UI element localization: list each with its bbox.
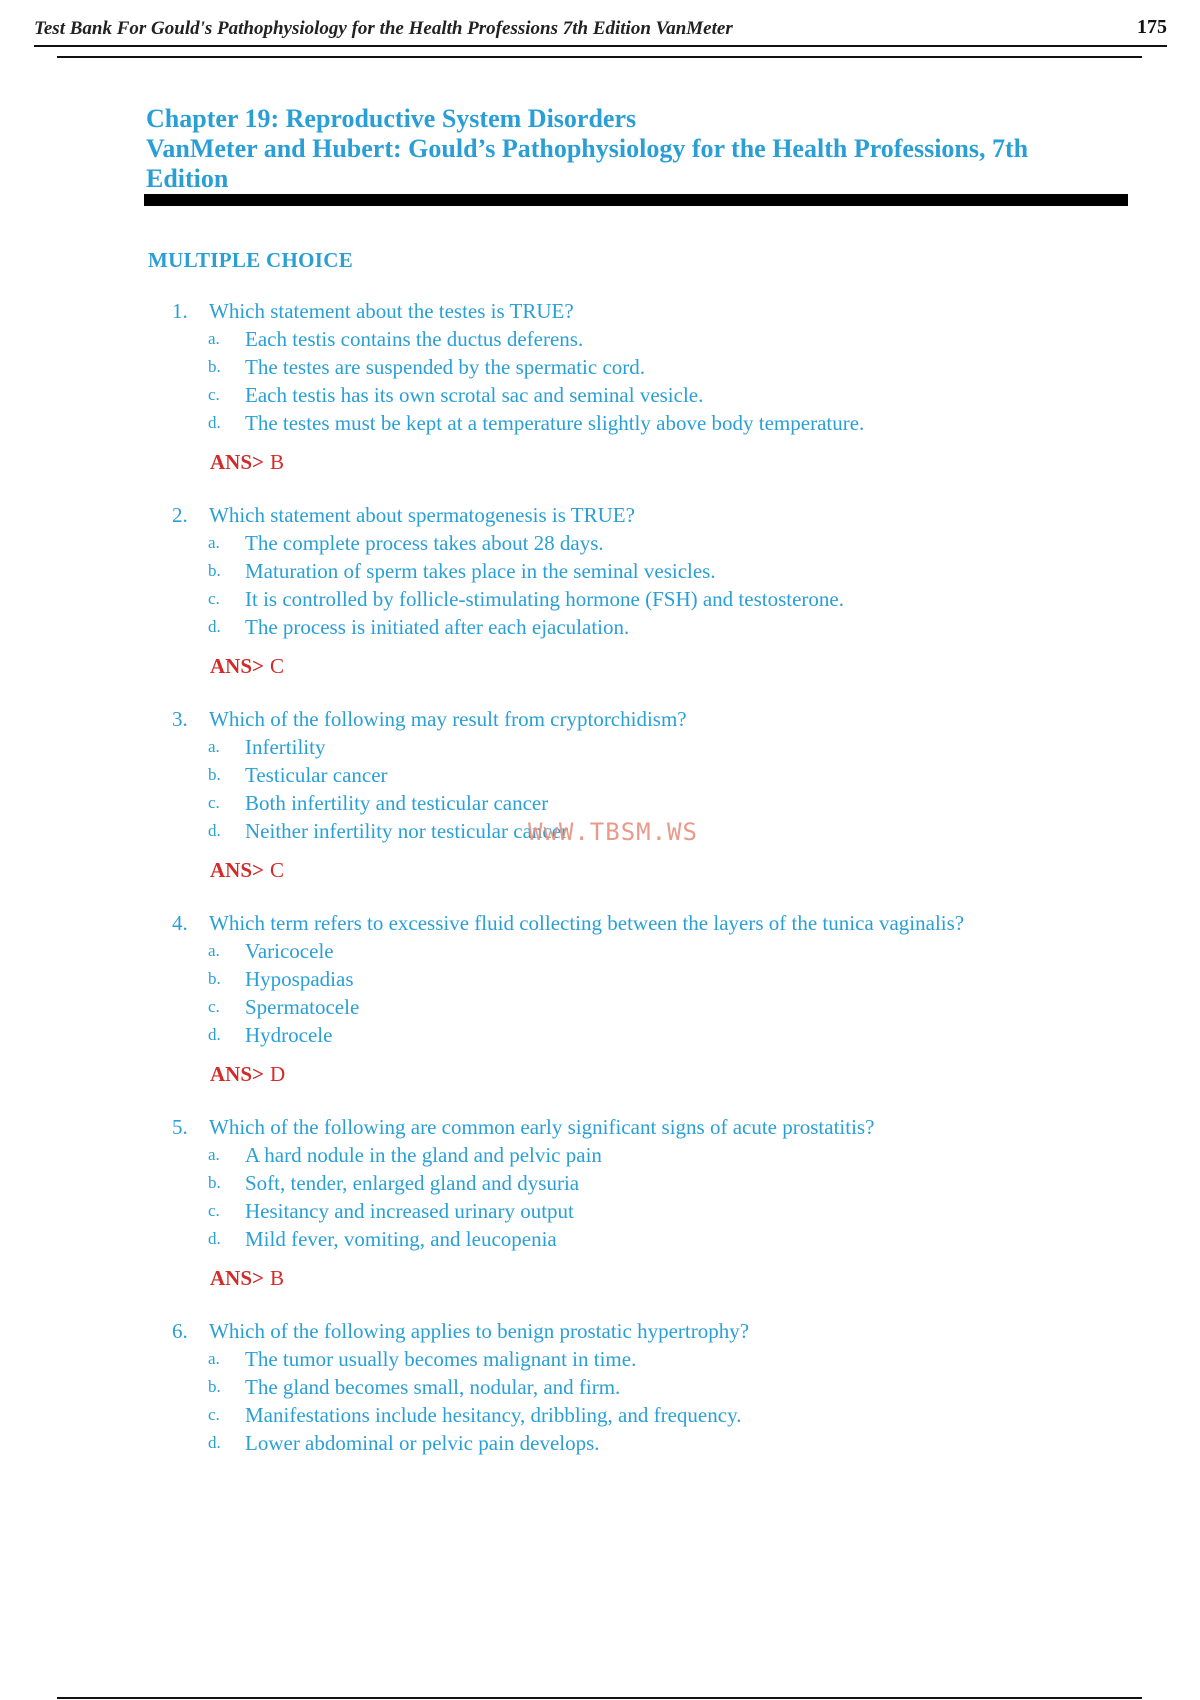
answer-choice — [172, 409, 1072, 437]
question-5 — [172, 1113, 1072, 1291]
choice-letter: c. — [208, 589, 220, 608]
book-title-edition: Edition — [146, 164, 229, 193]
question-stem — [172, 501, 1072, 529]
answer-value: C — [269, 858, 284, 882]
question-text: Which statement about spermatogenesis is TRUE? — [209, 503, 635, 527]
question-number: 4. — [172, 911, 188, 935]
choice-letter: c. — [208, 1405, 220, 1424]
choice-text: Mild fever, vomiting, and leucopenia — [245, 1227, 557, 1251]
question-stem — [172, 297, 1072, 325]
choice-letter: a. — [208, 1349, 220, 1368]
choice-letter: b. — [208, 357, 221, 376]
question-list — [172, 297, 1072, 1457]
answer-choice — [172, 1429, 1072, 1457]
choice-letter: d. — [208, 413, 221, 432]
answer-choice — [172, 761, 1072, 789]
book-title-line: VanMeter and Hubert: Gould’s Pathophysiology for the Health Professions, 7th — [146, 134, 1029, 163]
choice-text: Manifestations include hesitancy, dribbling, and frequency. — [245, 1403, 742, 1427]
question-6 — [172, 1317, 1072, 1457]
question-2 — [172, 501, 1072, 679]
answer-value: B — [269, 450, 284, 474]
answer-choice — [172, 1373, 1072, 1401]
answer-label: ANS> — [210, 1266, 264, 1290]
choice-letter: c. — [208, 793, 220, 812]
choice-text: It is controlled by follicle-stimulating hormone (FSH) and testosterone. — [245, 587, 844, 611]
running-header — [34, 14, 1167, 44]
chapter-title-block — [146, 104, 1126, 194]
answer-choice — [172, 1225, 1072, 1253]
answer-choice — [172, 1345, 1072, 1373]
question-spacer — [172, 883, 1072, 909]
question-number: 5. — [172, 1115, 188, 1139]
choice-text: Neither infertility nor testicular cancer — [245, 819, 569, 843]
choice-letter: a. — [208, 329, 220, 348]
answer-key — [172, 1061, 1072, 1087]
answer-choice — [172, 733, 1072, 761]
question-text: Which of the following are common early significant signs of acute prostatitis? — [209, 1115, 875, 1139]
question-stem — [172, 1317, 1072, 1345]
answer-value: D — [269, 1062, 286, 1086]
section-heading: MULTIPLE CHOICE — [148, 248, 354, 272]
answer-choice — [172, 993, 1072, 1021]
answer-label: ANS> — [210, 858, 264, 882]
choice-letter: b. — [208, 765, 221, 784]
choice-text: The complete process takes about 28 days. — [245, 531, 604, 555]
question-4 — [172, 909, 1072, 1087]
question-1 — [172, 297, 1072, 475]
question-spacer — [172, 679, 1072, 705]
question-text: Which term refers to excessive fluid collecting between the layers of the tunica vaginalis? — [209, 911, 965, 935]
choice-text: The tumor usually becomes malignant in time. — [245, 1347, 637, 1371]
question-spacer — [172, 1291, 1072, 1317]
question-number: 2. — [172, 503, 188, 527]
choice-letter: b. — [208, 1377, 221, 1396]
choice-text: Both infertility and testicular cancer — [245, 791, 549, 815]
choice-text: The process is initiated after each ejaculation. — [245, 615, 630, 639]
question-number: 6. — [172, 1319, 188, 1343]
footer-rule — [57, 1697, 1142, 1699]
answer-choice — [172, 325, 1072, 353]
choice-letter: c. — [208, 997, 220, 1016]
choice-text: Maturation of sperm takes place in the seminal vesicles. — [245, 559, 716, 583]
choice-text: Hydrocele — [245, 1023, 333, 1047]
answer-key — [172, 449, 1072, 475]
question-spacer — [172, 1087, 1072, 1113]
choice-letter: a. — [208, 941, 220, 960]
question-text: Which statement about the testes is TRUE? — [209, 299, 574, 323]
answer-choice — [172, 1021, 1072, 1049]
choice-text: Hypospadias — [245, 967, 354, 991]
choice-text: Testicular cancer — [245, 763, 388, 787]
answer-label: ANS> — [210, 1062, 264, 1086]
choice-text: Infertility — [245, 735, 326, 759]
answer-choice — [172, 585, 1072, 613]
choice-letter: d. — [208, 1433, 221, 1452]
answer-choice — [172, 789, 1072, 817]
watermark: WwW.TBSM.WS — [528, 818, 698, 846]
chapter-divider-bar — [144, 194, 1128, 206]
choice-letter: c. — [208, 1201, 220, 1220]
answer-choice — [172, 937, 1072, 965]
answer-choice — [172, 965, 1072, 993]
answer-choice — [172, 613, 1072, 641]
choice-text: The testes are suspended by the spermatic cord. — [245, 355, 646, 379]
answer-choice — [172, 1169, 1072, 1197]
answer-key — [172, 653, 1072, 679]
choice-text: Each testis has its own scrotal sac and seminal vesicle. — [245, 383, 704, 407]
answer-choice — [172, 1197, 1072, 1225]
choice-text: The testes must be kept at a temperature slightly above body temperature. — [245, 411, 865, 435]
choice-letter: d. — [208, 821, 221, 840]
choice-letter: b. — [208, 561, 221, 580]
question-stem — [172, 909, 1072, 937]
answer-value: C — [269, 654, 284, 678]
choice-text: Hesitancy and increased urinary output — [245, 1199, 574, 1223]
page-number: 175 — [1137, 16, 1167, 38]
choice-letter: d. — [208, 617, 221, 636]
choice-letter: a. — [208, 1145, 220, 1164]
choice-letter: b. — [208, 969, 221, 988]
choice-text: The gland becomes small, nodular, and firm. — [245, 1375, 621, 1399]
question-stem — [172, 1113, 1072, 1141]
answer-choice — [172, 1141, 1072, 1169]
header-rule-secondary — [57, 56, 1142, 58]
choice-text: A hard nodule in the gland and pelvic pain — [245, 1143, 602, 1167]
answer-key — [172, 1265, 1072, 1291]
choice-text: Varicocele — [245, 939, 334, 963]
answer-choice — [172, 353, 1072, 381]
answer-value: B — [269, 1266, 284, 1290]
answer-choice — [172, 557, 1072, 585]
choice-letter: c. — [208, 385, 220, 404]
choice-letter: b. — [208, 1173, 221, 1192]
answer-key — [172, 857, 1072, 883]
header-rule — [34, 45, 1167, 47]
choice-text: Lower abdominal or pelvic pain develops. — [245, 1431, 600, 1455]
choice-text: Spermatocele — [245, 995, 360, 1019]
choice-text: Soft, tender, enlarged gland and dysuria — [245, 1171, 580, 1195]
question-number: 3. — [172, 707, 188, 731]
chapter-title: Chapter 19: Reproductive System Disorders — [146, 104, 637, 133]
answer-label: ANS> — [210, 654, 264, 678]
question-spacer — [172, 475, 1072, 501]
answer-choice — [172, 529, 1072, 557]
choice-text: Each testis contains the ductus deferens. — [245, 327, 584, 351]
question-number: 1. — [172, 299, 188, 323]
question-3 — [172, 705, 1072, 883]
choice-letter: a. — [208, 737, 220, 756]
answer-choice — [172, 1401, 1072, 1429]
choice-letter: d. — [208, 1025, 221, 1044]
question-text: Which of the following may result from cryptorchidism? — [209, 707, 687, 731]
answer-choice — [172, 381, 1072, 409]
question-stem — [172, 705, 1072, 733]
answer-label: ANS> — [210, 450, 264, 474]
running-title: Test Bank For Gould's Pathophysiology for the Health Professions 7th Edition VanMeter — [34, 18, 733, 39]
choice-letter: a. — [208, 533, 220, 552]
question-text: Which of the following applies to benign prostatic hypertrophy? — [209, 1319, 750, 1343]
choice-letter: d. — [208, 1229, 221, 1248]
